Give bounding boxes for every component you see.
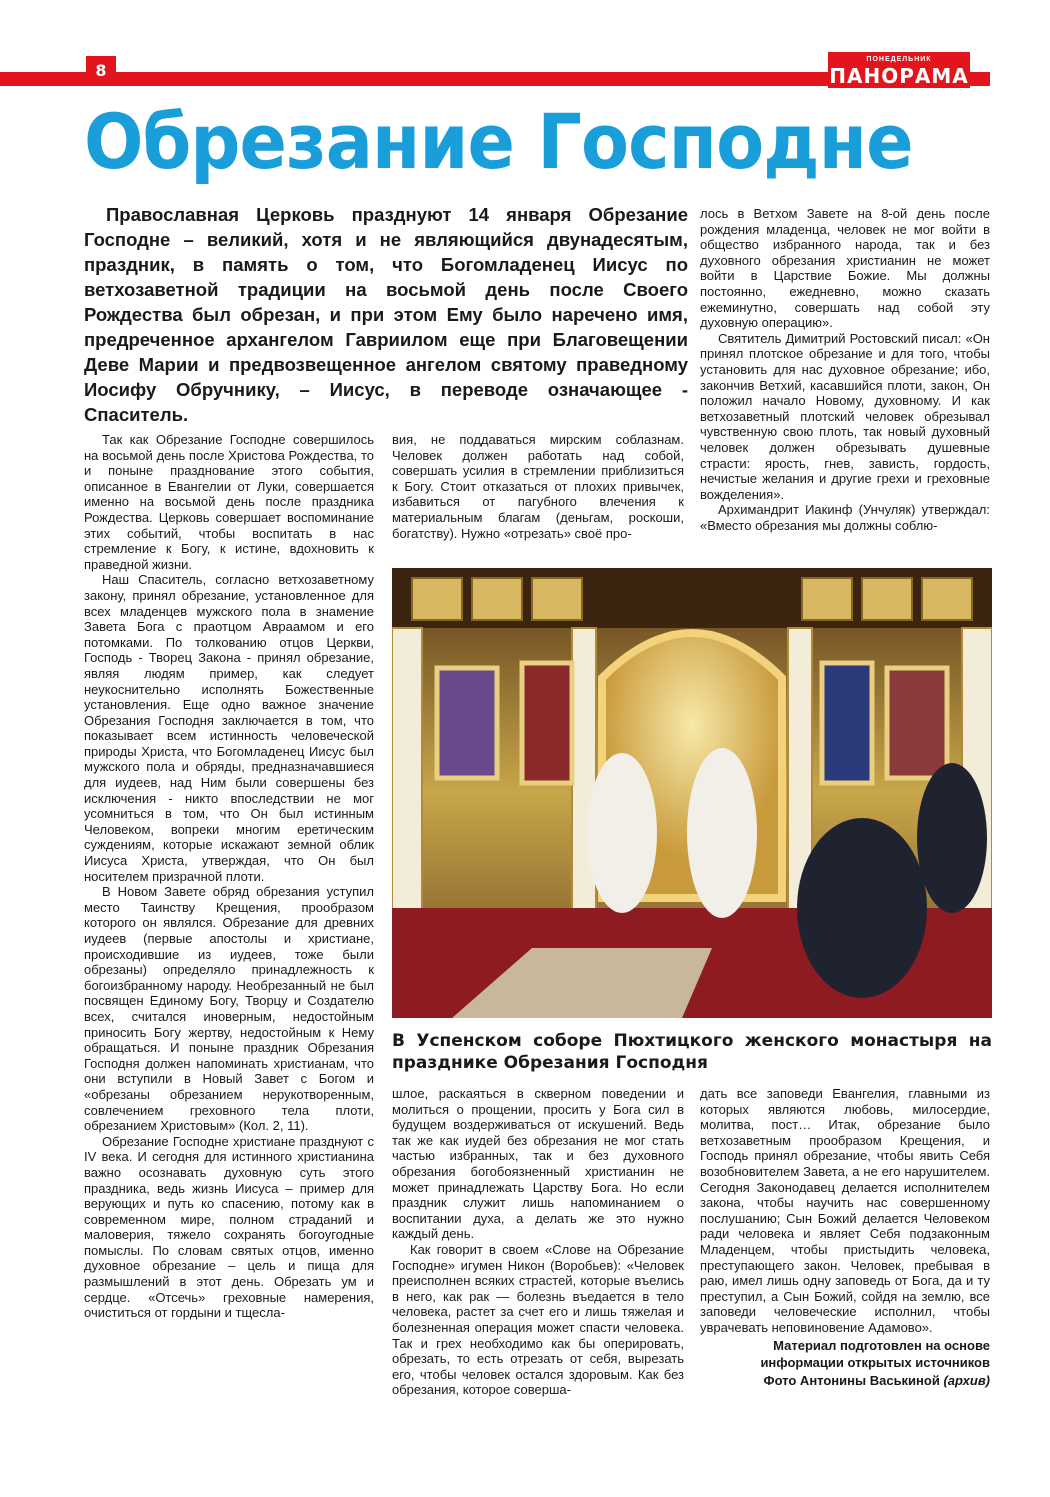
article-lead: Православная Церковь празднуют 14 января Обрезание Господне – великий, хотя и не являющийся двунадесятым, праздник, в память о том, что Богомладенец Иисус по ветхозаветной традиции на восьмой день после Своего Рождества был обрезан, и при этом Ему было наречено имя, предреченное архангелом Гавриилом еще при Благовещении Деве Марии и предвозвещенное ангелом святому праведному Иосифу Обручнику, – Иисус, в переводе означающее - Спаситель. <box>84 204 688 425</box>
column-2-top <box>392 432 684 541</box>
brand-subtitle: ПОНЕДЕЛЬНИК <box>866 56 932 63</box>
paragraph: Архимандрит Иакинф (Унчуляк) утверждал: «Вместо обрезания мы должны соблю- <box>700 502 990 533</box>
photo-credit-note: (архив) <box>943 1372 990 1388</box>
paragraph: Так как Обрезание Господне совершилось на восьмой день после Христова Рождества, то и поныне празднование этого события, описанное в Евангелии от Луки, совершается именно на восьмой день после праздника Рождества. Церковь совершает воспоминание этих событий, чтобы воспитать в нас стремление к Богу, к истине, вдохновить к праведной жизни. <box>84 432 374 572</box>
paragraph: В Новом Завете обряд обрезания уступил место Таинству Крещения, прообразом которого он являлся. Обрезание для древних иудеев (первые апостолы и христиане, происходившие из иудеев, тоже были обрезаны) определяло принадлежность к богоизбранному народу. Необрезанный не был посвящен Единому Богу, Творцу и Создателю всех, считался иноверным, недостойным приносить Богу жертву, недостойным к Нему обращаться. И поныне праздник Обрезания Господня должен напоминать христианам, что они вступили в Новый Завет с Богом и «обрезаны обрезанием нерукотворенным, совлечением греховного тела плоти, обрезанием Христовым» (Кол. 2, 11). <box>84 884 374 1134</box>
paragraph: шлое, раскаяться в скверном поведении и молиться о прощении, просить у Бога сил в будущем воздерживаться от искушений. Ведь так же как иудей без обрезания не мог стать частью избранных, так и без духовного обрезания богобоязненный христианин не может принадлежать Царству Бога. Но если праздник служит лишь напоминанием о воспитании духа, а делать же это нужно каждый день. <box>392 1086 684 1242</box>
brand-logo <box>828 52 970 88</box>
paragraph: лось в Ветхом Завете на 8-ой день после рождения младенца, человек не мог войти в общество избранного народа, так и без духовного обрезания христианин не может войти в Царствие Божие. Мы должны постоянно, ежедневно, можно сказать ежеминутно, совершать над собой эту духовную операцию». <box>700 206 990 331</box>
paragraph: дать все заповеди Евангелия, главными из которых являются любовь, милосердие, молитва, пост… Итак, обрезание было ветхозаветным прообразом Крещения, и Господь принял обрезание, чтобы явить Себя возобновителем Завета, а не его нарушителем. Сегодня Законодавец делается исполнителем закона, чтобы научить нас совершенному послушанию; Сын Божий делается Человеком ради человека и являет Себя подзаконным Младенцем, чтобы пристыдить человека, преступающего закон. Человек, пребывая в раю, имел лишь одну заповедь от Бога, да и ту преступил, а Сын Божий, сойдя на землю, все заповеди человеческие исполнил, чтобы уврачевать неповиновение Адамово». <box>700 1086 990 1335</box>
photo-credit-author: Фото Антонины Васькиной <box>763 1372 940 1388</box>
photo-caption: В Успенском соборе Пюхтицкого женского монастыря на празднике Обрезания Господня <box>392 1031 992 1073</box>
church-interior-photo <box>392 568 992 1018</box>
paragraph: Обрезание Господне христиане празднуют с IV века. И сегодня для истинного христианина важно осознавать духовную суть этого праздника, ведь жизнь Иисуса – пример для верующих и путь ко спасению, потому как в современном мире, полном страданий и маловерия, тяжело сохранять богоугодные помыслы. По словам святых отцов, именно духовное обрезание – цель и пища для размышлений в этот день. Обрезать ум и сердце. «Отсечь» греховные намерения, очиститься от гордыни и тщесла- <box>84 1133 374 1321</box>
page-number: 8 <box>86 56 116 86</box>
paragraph: вия, не поддаваться мирским соблазнам. Человек должен работать над собой, совершать усилия в стремлении приблизиться к Богу. Стоит отказаться от плохих привычек, избавиться от пагубного влечения к материальным благам (деньгам, роскоши, богатству). Нужно «отрезать» своё про- <box>392 432 684 541</box>
credit-line: информации открытых источников <box>760 1355 990 1371</box>
column-2-bottom <box>392 1086 684 1398</box>
brand-name: ПАНОРАМА <box>829 64 969 88</box>
column-1 <box>84 432 374 1321</box>
paragraph: Наш Спаситель, согласно ветхозаветному закону, принял обрезание, установленное для всех младенцев мужского пола в знамение Завета Бога с праотцом Авраамом и его потомками. По толкованию отцов Церкви, Господь - Творец Закона - принял обрезание, являя людям пример, как следует неукоснительно исполнять Божественные установления. Еще одно важное значение Обрезания Господня заключается в том, что показывает всем истинность человеческой природы Христа, что Богомладенец Иисус был мужского пола и обряды, предназначавшиеся для иудеев, над Ним были совершены без исключения - никто впоследствии не мог усомниться в том, что Он был истинным Человеком, вопреки многим еретическим суждениям, которые искажают земной облик Иисуса Христа, утверждая, что Он был носителем призрачной плоти. <box>84 572 374 884</box>
paragraph: Святитель Димитрий Ростовский писал: «Он принял плотское обрезание и для того, чтобы установить для нас духовное обрезание; ибо, закончив Ветхий, касавшийся плоти, закон, Он положил начало Новому, духовному. И как ветхозаветный плотский человек обрезывал чувственную свою плоть, так новый духовный человек должен обрезывать душевные страсти: ярость, гнев, зависть, гордость, нечистые желания и другие грехи и греховные вожделения». <box>700 330 990 502</box>
column-3-top <box>700 206 990 533</box>
paragraph: Как говорит в своем «Слове на Обрезание Господне» игумен Никон (Воробьев): «Человек преисполнен всяких страстей, которые въелись в него, как рак — болезнь въедается в тело человека, растет за счет его и лишь тяжелая и болезненная операция может спасти человека. Так и грех необходимо как бы оперировать, обрезать, то есть отрезать от себя, вырезать его, чтобы человек остался здоровым. Как без обрезания, которое соверша- <box>392 1241 684 1398</box>
credit-line: Материал подготовлен на основе <box>773 1337 990 1353</box>
column-3-bottom <box>700 1086 990 1388</box>
article-title: Обрезание Господне <box>84 97 913 186</box>
photo-credit <box>700 1373 990 1389</box>
